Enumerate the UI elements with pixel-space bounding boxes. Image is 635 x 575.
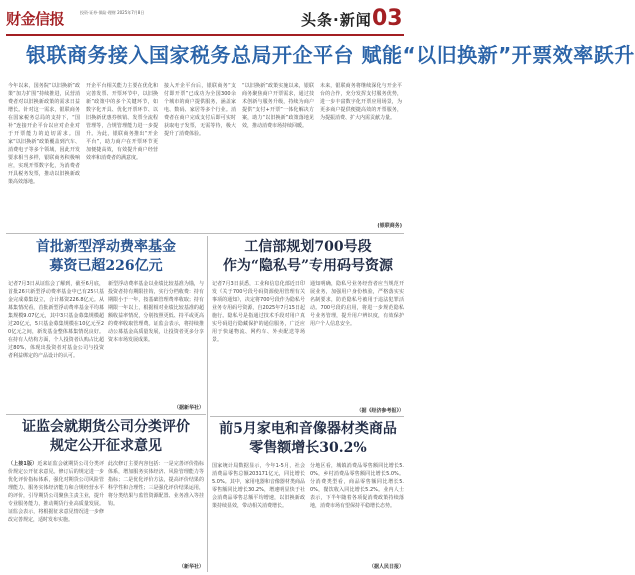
lead-column-1: 今年以来，国务院“以旧换新”政策“加力扩围”持续推进，民营消费者对以旧换新政策的需求日益增长。针对这一需求，银联商务在国家税务总局的支持下，“国补”连接开企平台以应对企业对于开票能力的迫切需求。国家“以旧换新”政策覆盖到汽车、消费电子等多个领域，因此开发要求相当多样，银联商务积极响应，实现开票数字化，为消费者开具税务发票，推动以旧换新政策高效落地。 [8,83,80,185]
lead-byline: (银联商务) [377,223,402,229]
lead-column-3: 接入开企平台后，银联商务“支付即开票”已成功为全国300余个城市的商户提供服务，涵盖家电、数码、家居等多个行业。消费者在商户完成支付后即可实时获取电子发票，无需等待，极大提升了消费体验。 [164,83,236,137]
newspaper-brand: 财金信报 [6,10,65,28]
retail-story-title-line2: 零售额增长30.2% [249,440,367,456]
miit-story-title-line2: 作为“隐私号”专用码号资源 [222,258,394,274]
lead-headline: 银联商务接入国家税务总局开企平台 赋能“以旧换新”开票效率跃升 [26,43,635,67]
lead-column-5: 未来，银联商务将继续深化与开企平台的合作，充分发挥支付服务优势，进一步丰富数字化开票应用场景，为更多商户提供便捷高效的开票服务，为提振消费、扩大内需贡献力量。 [320,83,402,121]
csrc-story-title-line2: 规定公开征求意见 [50,438,162,454]
miit-story-body-1: 记者7月3日获悉，工业和信息化部近日印发《关于700号段号码资源使用管理有关事项的通知》，决定将700号段作为隐私号业务专用码号资源，自2025年7月15日起施行。隐私号是指通过技术手段对用户真实号码进行隐藏保护的通信服务，广泛应用于快递物流、网约车、外卖配送等场景。 [212,281,305,343]
csrc-story-title-line1: 证监会就期货公司分类评价 [22,419,190,435]
csrc-dateline: （上接1版） [8,461,38,467]
csrc-body-text: 近来证监会就期货公司分类评价规定公开征求意见。修订后的规定进一步优化评价指标体系，强化对期货公司风险管理能力、服务实体经济能力和合规经营水平的评价，引导期货公司聚焦主责主业，提升专业服务能力，推动期货行业高质量发展。证监会表示，将根据征求意见情况进一步修改完善规定，适时发布实施。 [8,461,104,523]
miit-story-body-2: 通知明确，隐私号业务经营者应当规范开展业务，加强用户身份核验，严格落实实名制要求，防范隐私号被用于违法犯罪活动。700号段的启用，将进一步规范隐私号业务管理，提升用户辨识度，有效保护用户个人信息安全。 [310,281,404,327]
retail-story-body-2: 分地区看，城镇消费品零售额同比增长5.0%，乡村消费品零售额同比增长5.0%。分消费类型看，商品零售额同比增长5.0%，餐饮收入同比增长5.2%。业内人士表示，下半年随着各项促消费政策持续落地，消费市场有望保持平稳增长态势。 [310,463,404,509]
section-name: 头条·新闻 [301,11,372,29]
masthead [6,6,404,36]
miit-story-title-line1: 工信部规划700号段 [244,239,372,255]
page-number: 03 [372,6,403,31]
retail-story-byline: （据人民日报） [368,564,404,570]
section-divider [6,233,404,234]
fund-story-body-1: 记者7月3日从证监会了解到，截至6月底，首批26只新型浮动费率基金中已有25只基金完成募集设立，合计募资226.8亿元。从募集情况看，首批新型浮动费率基金平均募集规模9.07亿元，其中3只基金募集规模超过20亿元，5只基金募集规模在10亿元至20亿元之间，新发基金整体募集情况良好。在持有人结构方面，个人投资者认购占比超过80%，体现出投资者对基金公司与投资者利益绑定的产品设计的认可。 [8,281,104,359]
column-divider [207,236,208,572]
fund-story-title-line1: 首批新型浮动费率基金 [36,239,176,255]
csrc-story-body-1 [8,460,104,570]
brand-subtitle: 投资·证券·保险·理财 2025年7月8日 [80,10,145,15]
miit-story-byline: （据《经济参考报》） [356,408,404,414]
lead-column-2: 开企平台相关能力主要在优化和完善发票、开票环节中，以旧换新”政策中的多个关键环节，如数字化开具、优化开票环节、以旧换新优惠券核销、发票全流程管理等，合规管理能力进一步提升。为此，银联商务推出“开企平台”，助力商户在开票环节更加便捷高效，有效提升商户经营效率和消费者的满意度。 [86,83,158,161]
csrc-story-byline: （新华社） [178,564,204,570]
fund-story-byline: （据新华社） [173,405,204,411]
fund-story-body-2: 新型浮动费率基金以业绩比较基准为锚，与投资者持有期限挂钩，实行分档收费：持有期限小于一年，按基础管理费率收取；持有期限一年以上，根据相对业绩比较基准的超额收益率情况，分别按照更低、持平或更高的费率收取管理费。证监会表示，将持续推动公募基金高质量发展，让投资者更多分享资本市场发展成果。 [108,281,204,343]
right-divider [210,416,404,417]
left-divider [6,414,206,415]
fund-story-title-line2: 募资已超226亿元 [49,258,163,274]
retail-story-title-line1: 前5月家电和音像器材类商品 [219,421,397,437]
lead-column-4: “以旧换新”政策实施以来，银联商务聚焦商户开票需求，通过技术创新与服务升级，持续为商户提供“支付+开票”一体化解决方案，助力“以旧换新”政策落地见效，推动消费市场持续回暖。 [242,83,314,129]
csrc-story-body-2: 此次修订主要内容包括：一是完善评价指标体系，增加服务实体经济、风险管理能力等指标；二是优化评价方法，提高评价结果的科学性和合理性；三是强化评价结果运用，将分类结果与监管资源配置、业务准入等挂钩。 [108,461,204,507]
retail-story-body-1: 国家统计局数据显示，今年1-5月，社会消费品零售总额203171亿元，同比增长5.0%。其中，家用电器和音像器材类商品零售额同比增长30.2%，增速明显快于社会消费品零售总额平均增速，以旧换新政策持续显效，带动相关消费增长。 [212,463,305,509]
